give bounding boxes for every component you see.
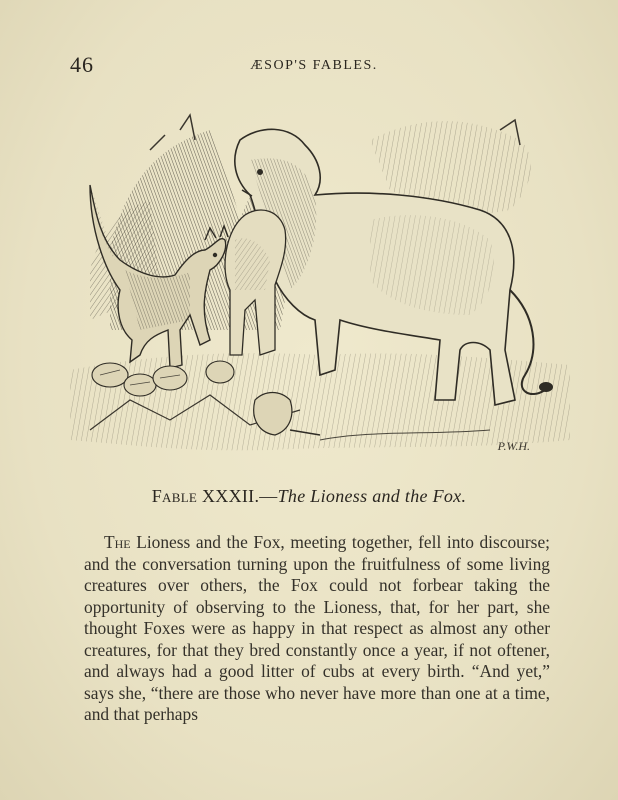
running-head (70, 52, 558, 82)
lead-word: The (104, 532, 131, 552)
fable-body (84, 532, 550, 726)
paragraph-text: Lioness and the Fox, meeting together, fell into discourse; and the conversation turning upon the fruitfulness of some living creatures over others, the Fox could not forbear taking the opportunity of observing to the Lioness, that, for her part, she thought Foxes were as happy in that respect as almost any other creatures, for that they bred constantly once a year, if not oftener, and always had a good litter of cubs at every birth. “And yet,” says she, “there are those who never have more than one at a time, and that perhaps (84, 532, 550, 724)
running-title: ÆSOP'S FABLES. (250, 58, 378, 73)
lioness-fox-illustration (70, 100, 570, 470)
fable-dash: — (259, 486, 278, 506)
fable-title: The Lioness and the Fox. (277, 486, 467, 506)
fable-heading (0, 486, 618, 507)
fable-number: Fable XXXII. (151, 486, 260, 506)
artist-signature: P.W.H. (497, 439, 530, 453)
page-number: 46 (70, 52, 94, 77)
engraving-image (70, 100, 570, 470)
fable-paragraph (84, 532, 550, 726)
